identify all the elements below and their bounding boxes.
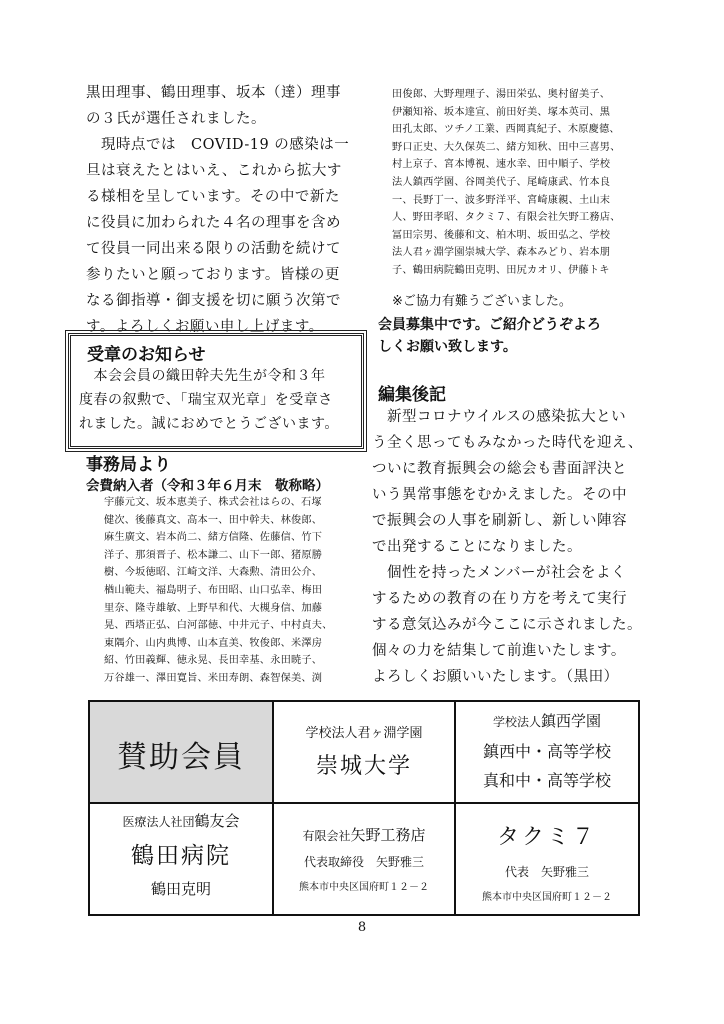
sponsor-org-name: 鶴友会 (194, 812, 240, 830)
sponsor-school-2: 真和中・高等学校 (482, 771, 611, 790)
sponsors-title: 賛助会員 (117, 740, 245, 775)
sponsors-title-cell (90, 702, 274, 804)
editor-heading: 編集後記 (378, 385, 446, 405)
office-heading: 事務局より (86, 455, 171, 475)
sponsor-org-name: 鎮西学園 (541, 712, 602, 730)
sponsor-school-1: 鎮西中・高等学校 (482, 742, 611, 761)
sponsor-sojo-university (274, 702, 456, 804)
sponsor-org-name: 矢野工務店 (350, 826, 426, 844)
sponsor-representative: 代表 矢野雅三 (504, 865, 589, 879)
editor-text: 新型コロナウイルスの感染拡大とい う全く思ってもみなかった時代を迎え、 ついに教育振興会の総会も書面評決と いう異常事態をむかえました。その中 で振興会の人事を刷新し、新しい陣容 で出発することになりました。 個性を持ったメンバーが社会をよく するための教育の在り方を考えて実行 する意気込みが今ここに示されました。 個々の力を結集して前進いたします。 よろしくお願いいたします。（黒田） (372, 409, 643, 685)
sponsors-table (88, 700, 640, 916)
sponsor-name: 鶴田病院 (131, 843, 231, 869)
award-heading: 受章のお知らせ (87, 345, 206, 365)
member-names-right: 田俊郎、大野理理子、湯田栄弘、奥村留美子、 伊瀬知裕、坂本達宣、前田好美、塚本英司、黒 田孔太郎、ツチノ工業、西岡真紀子、木原慶德、 野口正史、大久保英二、緒方知秋、田中三喜男、 村上京子、宮本博視、速水幸、田中順子、学校 法人鎮西学園、谷岡美代子、尾崎康武、竹本良 一、長野丁一、波多野洋平、宮崎康親、土山末 人、野田孝昭、タクミ７、有限会社矢野工務店、 冨田宗男、後藤和文、柏木明、坂田弘之、学校 法人君ヶ淵学園崇城大学、森本みどり、岩本朋 子、鶴田病院鶴田克明、田尻カオリ、伊藤トキ (392, 89, 621, 276)
sponsor-chinzei-gakuen (456, 702, 638, 804)
sponsor-address: 熊本市中央区国府町１２－２ (299, 882, 429, 893)
sponsor-org (274, 824, 454, 845)
sponsor-name: 崇城大学 (315, 754, 412, 779)
member-names-left: 宇藤元文、坂本恵美子、株式会社はらの、石塚 健次、後藤真文、高本一、田中幹夫、林俊郎、 麻生廣文、岩本尚二、緒方信隆、佐藤信、竹下 洋子、那須晋子、松本謙二、山下一郎、猪原勝 樹、今坂徳昭、江崎文洋、大森勲、清田公介、 楢山範夫、福島明子、布田昭、山口弘幸、梅田 里奈、隆寺雄敏、上野早和代、大槻身信、加藤 晃、西塔正弘、白河部徳、中井元子、中村貞夫、 東隅介、山内典博、山本直美、牧俊郎、米澤房 紹、竹田義輝、徳永晃、長田幸基、永田暁子、 万谷雄一、澤田寛旨、米田寿朗、森智保美、渕 (104, 497, 333, 684)
sponsor-org-type: 医療法人社団 (122, 815, 195, 829)
sponsor-org: 学校法人君ヶ淵学園 (305, 726, 423, 741)
sponsor-org-type: 有限会社 (302, 829, 351, 843)
thanks-note: ※ご協力有難うございました。 (392, 294, 572, 309)
sponsor-org (90, 810, 272, 831)
sponsor-org-type: 学校法人 (492, 715, 541, 729)
sponsor-org (456, 710, 638, 731)
sponsor-person: 鶴田克明 (150, 880, 211, 898)
sponsor-representative: 代表取締役 矢野雅三 (303, 855, 424, 869)
recruit-notice: 会員募集中です。ご紹介どうぞよろ しくお願い致します。 (378, 317, 601, 355)
office-subheading: 会費納入者（令和３年６月末 敬称略） (86, 478, 329, 494)
sponsor-tsuruta-hospital (90, 804, 274, 914)
sponsor-yano-koumuten (274, 804, 456, 914)
intro-paragraph: 黒田理事、鶴田理事、坂本（達）理事 の３氏が選任されました。 現時点では COVID-19 の感染は一 旦は衰えたとはいえ、これから拡大す る様相を呈しています。その中で新た に役員に加わられた４名の理事を含め て役員一同出来る限りの活動を続けて 参りたいと願っております。皆様の更 なる御指導・御支援を切に願う次第で す。よろしくお願い申し上げます。 (86, 85, 350, 335)
award-notice-box (68, 333, 364, 449)
sponsor-name: タクミ７ (496, 825, 597, 850)
award-body: 本会会員の織田幹夫先生が令和３年 度春の叙勲で、「瑞宝双光章」を受章さ れました。誠におめでとうございます。 (79, 368, 339, 432)
sponsor-address: 熊本市中央区国府町１２－２ (482, 892, 612, 903)
page-number: 8 (357, 920, 367, 935)
sponsor-takumi-7 (456, 804, 638, 914)
